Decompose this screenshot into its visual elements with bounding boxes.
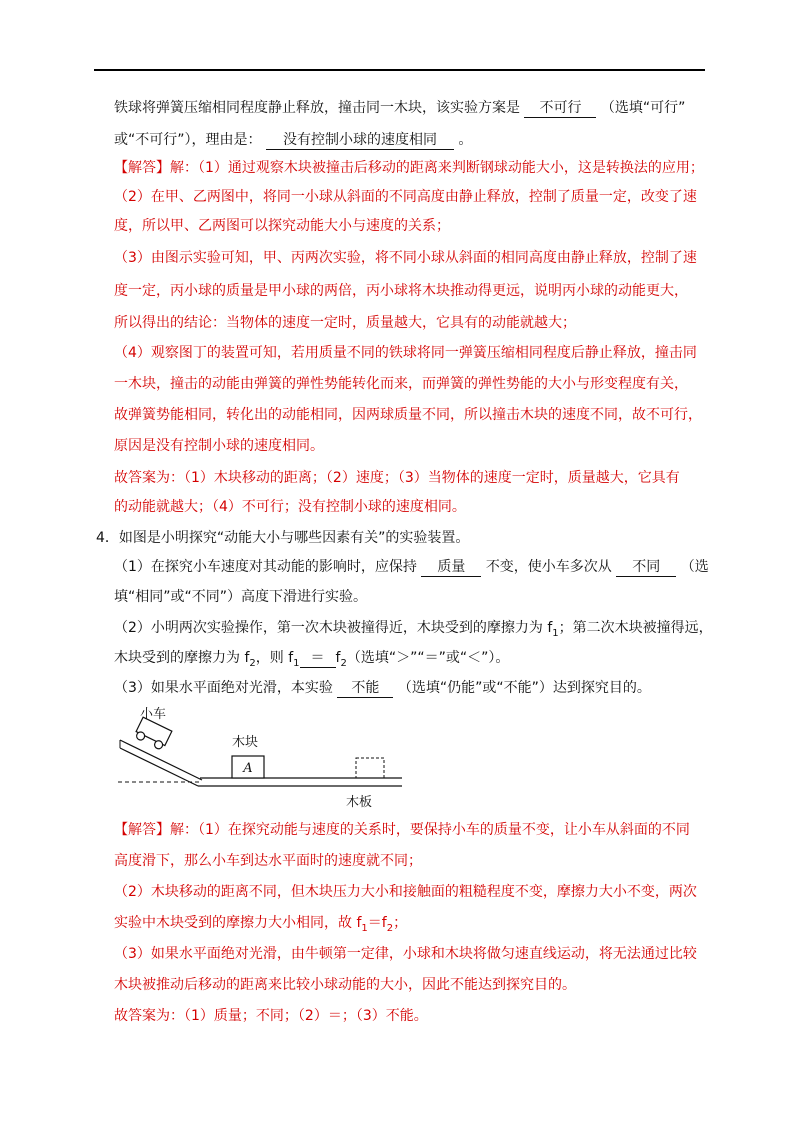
solution-line: 度一定，丙小球的质量是甲小球的两倍，丙小球将木块推动得更远，说明丙小球的动能更大，	[114, 283, 688, 299]
prev-text: 铁球将弹簧压缩相同程度静止释放，撞击同一木块，该实验方案是	[114, 100, 520, 116]
answer-blank: 不同	[616, 558, 676, 577]
question-part-1-cont: 填“相同”或“不同”）高度下滑进行实验。	[114, 589, 368, 605]
solution-text: 解：（1）在探究动能与速度的关系时，要保持小车的质量不变，让小车从斜面的不同	[170, 822, 690, 838]
question-title: 4．如图是小明探究“动能大小与哪些因素有关”的实验装置。	[96, 530, 470, 546]
subscript: 2	[249, 657, 256, 669]
answer-summary-line: 的动能就越大；（4）不可行；没有控制小球的速度相同。	[114, 499, 466, 515]
header-rule	[94, 69, 705, 71]
question-text: （3）如果水平面绝对光滑，本实验	[114, 680, 333, 696]
solution-line: 一木块，撞击的动能由弹簧的弹性势能转化而来，而弹簧的弹性势能的大小与形变程度有关，	[114, 376, 688, 392]
prev-text: 或“不可行”），理由是：	[114, 132, 262, 148]
board-label: 木板	[346, 795, 373, 810]
question-text: f	[335, 650, 341, 666]
solution-line: 原因是没有控制小球的速度相同。	[114, 438, 324, 454]
answer-blank: 没有控制小球的速度相同	[266, 131, 454, 150]
answer-blank: 不可行	[524, 99, 596, 118]
subscript: 1	[361, 922, 368, 934]
question-text: （选填“＞”“＝”或“＜”）。	[346, 650, 510, 666]
solution-line: 度，所以甲、乙两图可以探究动能大小与速度的关系；	[114, 218, 450, 234]
question-text: （2）小明两次实验操作，第一次木块被撞得近，木块受到的摩擦力为 f	[114, 620, 553, 636]
solution-tag: 【解答】	[114, 160, 170, 176]
question-text: ；第二次木块被撞得远，	[558, 620, 713, 636]
solution-line	[114, 820, 690, 840]
subscript: 1	[293, 657, 300, 669]
solution-line: （4）观察图丁的装置可知，若用质量不同的铁球将同一弹簧压缩相同程度后静止释放，撞击同	[114, 345, 697, 361]
subscript: 2	[386, 922, 394, 934]
question-text: ，则 f	[255, 650, 294, 666]
answer-blank: 质量	[421, 558, 481, 577]
answer-summary-line: 故答案为：（1）质量；不同；（2）＝；（3）不能。	[114, 1008, 428, 1024]
question-part-1	[114, 557, 709, 577]
prev-text: （选填“可行”	[600, 100, 686, 116]
solution-line: 高度滑下，那么小车到达水平面时的速度就不同；	[114, 853, 422, 869]
prev-text: 。	[458, 132, 473, 148]
cart-icon	[133, 717, 171, 751]
question-text: （选填“仍能”或“不能”）达到探究目的。	[397, 680, 651, 696]
block-final-position	[356, 758, 384, 778]
solution-line: 木块被推动后移动的距离来比较小球动能的大小，因此不能达到探究目的。	[114, 977, 576, 993]
subscript: 1	[552, 627, 559, 639]
question-text: 木块受到的摩擦力为 f	[114, 650, 250, 666]
solution-text: 解：（1）通过观察木块被撞击后移动的距离来判断钢球动能大小，这是转换法的应用；	[170, 160, 704, 176]
solution-line	[114, 158, 704, 178]
solution-text: ；	[393, 915, 408, 931]
cart-label: 小车	[140, 707, 167, 722]
experiment-figure	[110, 700, 410, 810]
question-text: （1）在探究小车速度对其动能的影响时，应保持	[114, 559, 417, 575]
question-part-2-cont	[114, 648, 509, 674]
answer-blank: ＝	[300, 649, 336, 668]
solution-line	[114, 913, 407, 939]
solution-line: （2）在甲、乙两图中，将同一小球从斜面的不同高度由静止释放，控制了质量一定，改变了速	[114, 189, 697, 205]
answer-summary-line: 故答案为：（1）木块移动的距离；（2）速度；（3）当物体的速度一定时，质量越大，它具有	[114, 470, 680, 486]
solution-line: （2）木块移动的距离不同，但木块压力大小和接触面的粗糙程度不变，摩擦力大小不变，两次	[114, 884, 697, 900]
block-label: 木块	[232, 735, 259, 750]
solution-tag: 【解答】	[114, 822, 170, 838]
prev-line-2	[114, 130, 472, 150]
prev-line-1	[114, 98, 685, 118]
subscript: 2	[340, 657, 347, 669]
solution-line: （3）如果水平面绝对光滑，由牛顿第一定律，小球和木块将做匀速直线运动，将无法通过比较	[114, 946, 697, 962]
solution-line: 故弹簧势能相同，转化出的动能相同，因两球质量不同，所以撞击木块的速度不同，故不可行，	[114, 407, 702, 423]
solution-text: ＝f	[367, 915, 387, 931]
solution-text: 实验中木块受到的摩擦力大小相同，故 f	[114, 915, 362, 931]
block-letter: A	[243, 761, 253, 776]
solution-line: 所以得出的结论：当物体的速度一定时，质量越大，它具有的动能就越大；	[114, 315, 576, 331]
solution-line: （3）由图示实验可知，甲、丙两次实验，将不同小球从斜面的相同高度由静止释放，控制了速	[114, 250, 697, 266]
question-part-3	[114, 678, 651, 698]
answer-blank: 不能	[337, 679, 393, 698]
ramp-bottom-line	[120, 748, 198, 786]
question-text: （选	[680, 559, 709, 575]
question-text: 不变，使小车多次从	[485, 559, 612, 575]
question-part-2	[114, 618, 713, 644]
